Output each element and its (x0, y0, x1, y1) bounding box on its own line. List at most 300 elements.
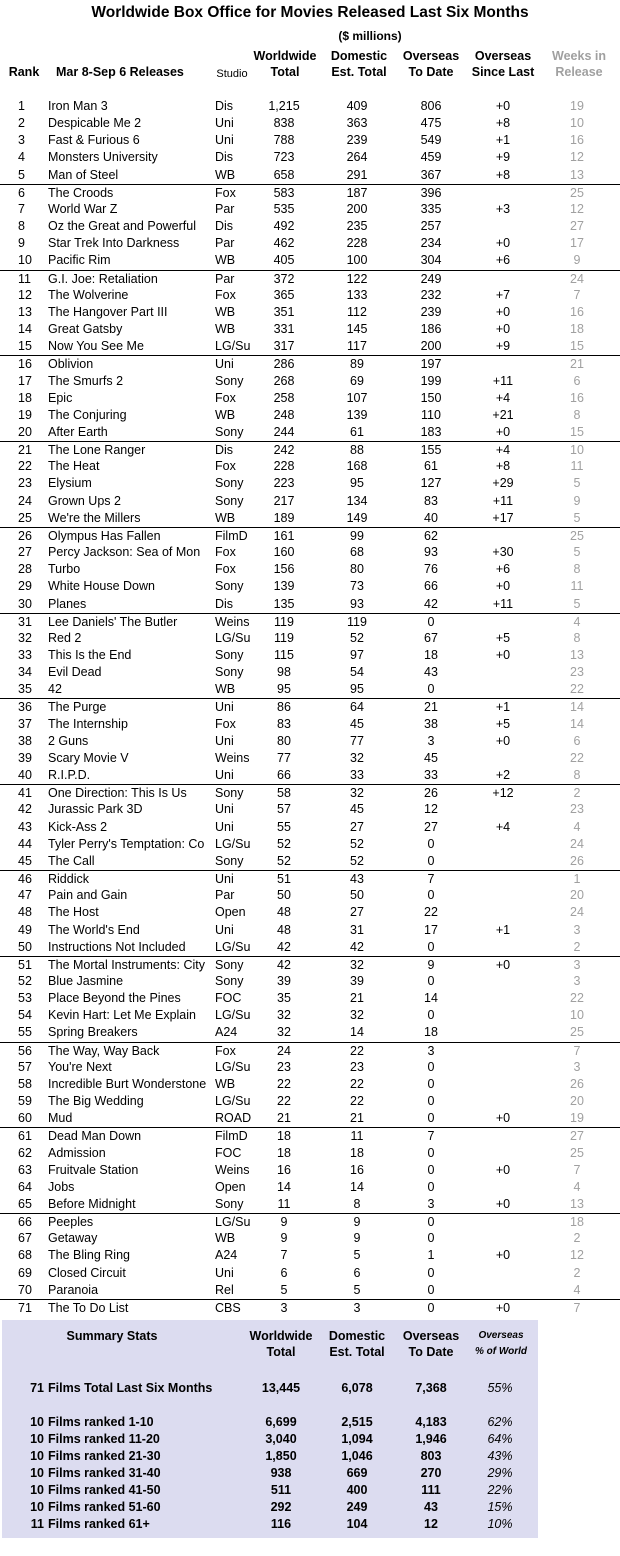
title-cell: The Hangover Part III (48, 304, 168, 319)
domestic-total-cell: 31 (350, 922, 364, 937)
rank-cell: 47 (18, 888, 32, 903)
studio-cell: FilmD (215, 528, 248, 543)
overseas-total-cell: 186 (420, 322, 442, 337)
overseas-total-cell: 38 (424, 716, 438, 731)
weeks-in-release-cell: 19 (570, 1111, 584, 1126)
domestic-total-cell: 50 (350, 888, 364, 903)
table-row (0, 475, 620, 492)
overseas-total-cell: 18 (424, 1025, 438, 1040)
studio-cell: WB (215, 407, 236, 422)
overseas-since-last-cell: +0 (495, 579, 511, 594)
rank-cell: 9 (18, 236, 25, 251)
worldwide-total-cell: 35 (277, 991, 291, 1006)
weeks-in-release-cell: 14 (570, 700, 584, 715)
rank-cell: 59 (18, 1094, 32, 1109)
worldwide-total-cell: 462 (273, 236, 295, 251)
overseas-since-last-cell: +0 (495, 648, 511, 662)
title-cell: The Purge (48, 700, 107, 715)
overseas-total-cell: 76 (424, 562, 438, 577)
studio-cell: WB (215, 167, 236, 182)
title-cell: The Smurfs 2 (48, 373, 124, 388)
overseas-since-last-cell: +0 (495, 424, 511, 439)
rank-cell: 42 (18, 802, 32, 817)
overseas-total-cell: 239 (420, 304, 442, 319)
studio-cell: Uni (215, 1265, 234, 1280)
overseas-total-cell: 61 (424, 459, 438, 474)
weeks-in-release-cell: 7 (573, 1300, 581, 1315)
table-row (0, 613, 620, 630)
summary-header-domestic-sub: Est. Total (329, 1345, 385, 1359)
studio-cell: Fox (215, 562, 236, 577)
title-cell: Getaway (48, 1231, 98, 1246)
domestic-total-cell: 52 (350, 836, 364, 851)
overseas-since-last-cell: +8 (495, 459, 511, 474)
weeks-in-release-cell: 2 (573, 786, 581, 801)
title-cell: Fast & Furious 6 (48, 133, 140, 148)
table-row (0, 561, 620, 578)
overseas-since-last-cell: +0 (495, 1162, 511, 1177)
rank-cell: 64 (18, 1179, 32, 1194)
domestic-total-cell: 291 (346, 167, 368, 182)
worldwide-total-cell: 22 (277, 1094, 291, 1109)
summary-header-overseas-sub: To Date (408, 1345, 454, 1359)
weeks-in-release-cell: 18 (570, 1215, 584, 1230)
worldwide-total-cell: 95 (277, 682, 291, 697)
overseas-since-last-cell: +11 (492, 596, 514, 611)
title-cell: Scary Movie V (48, 750, 129, 765)
rank-cell: 55 (18, 1025, 32, 1040)
table-row (0, 132, 620, 149)
worldwide-total-cell: 24 (277, 1043, 291, 1058)
overseas-since-last-cell: +5 (495, 716, 511, 731)
overseas-since-last-cell: +1 (495, 700, 511, 715)
summary-domestic-cell: 1,094 (341, 1432, 373, 1446)
overseas-since-last-cell: +8 (495, 167, 511, 182)
overseas-since-last-cell: +0 (495, 322, 511, 337)
overseas-total-cell: 150 (420, 390, 442, 405)
studio-cell: Dis (215, 150, 234, 165)
table-row (0, 1247, 620, 1264)
studio-cell: Uni (215, 116, 234, 131)
overseas-since-last-cell: +1 (495, 133, 511, 148)
header-releases: Mar 8-Sep 6 Releases (56, 65, 184, 79)
title-cell: The Call (48, 853, 95, 868)
worldwide-total-cell: 21 (277, 1111, 291, 1126)
rank-cell: 19 (18, 407, 32, 422)
weeks-in-release-cell: 19 (570, 99, 584, 113)
domestic-total-cell: 64 (350, 700, 364, 715)
summary-row (2, 1465, 538, 1481)
weeks-in-release-cell: 2 (573, 939, 581, 954)
title-cell: Instructions Not Included (48, 939, 186, 954)
worldwide-total-cell: 583 (273, 185, 295, 200)
rank-cell: 21 (18, 443, 32, 458)
weeks-in-release-cell: 20 (570, 1094, 584, 1109)
overseas-total-cell: 249 (420, 271, 442, 286)
table-row (0, 1145, 620, 1162)
overseas-total-cell: 43 (424, 665, 438, 680)
overseas-since-last-cell: +0 (495, 1111, 511, 1126)
worldwide-total-cell: 51 (277, 872, 291, 887)
summary-domestic-cell: 669 (346, 1466, 368, 1480)
table-row (0, 1265, 620, 1282)
studio-cell: Dis (215, 99, 234, 113)
weeks-in-release-cell: 12 (570, 1248, 584, 1263)
studio-cell: Dis (215, 443, 234, 458)
title-cell: Man of Steel (48, 167, 119, 182)
weeks-in-release-cell: 2 (573, 1265, 581, 1280)
rank-cell: 70 (18, 1282, 32, 1297)
rank-cell: 20 (18, 424, 32, 439)
overseas-since-last-cell: +30 (492, 545, 514, 560)
worldwide-total-cell: 189 (273, 510, 295, 525)
overseas-since-last-cell: +12 (492, 786, 514, 801)
title-cell: Pacific Rim (48, 253, 111, 268)
weeks-in-release-cell: 16 (570, 390, 584, 405)
worldwide-total-cell: 331 (273, 322, 295, 337)
worldwide-total-cell: 119 (274, 630, 294, 645)
title-cell: We're the Millers (48, 510, 141, 525)
rank-cell: 51 (18, 957, 32, 972)
table-row (0, 1299, 620, 1316)
title-cell: The Host (48, 905, 99, 920)
overseas-total-cell: 0 (427, 1059, 435, 1074)
domestic-total-cell: 6 (353, 1265, 361, 1280)
rank-cell: 11 (18, 271, 31, 286)
domestic-total-cell: 228 (346, 236, 368, 251)
table-row (0, 1127, 620, 1144)
summary-overseas-cell: 43 (424, 1500, 438, 1514)
overseas-total-cell: 806 (420, 99, 442, 113)
weeks-in-release-cell: 18 (570, 322, 584, 337)
overseas-total-cell: 257 (420, 219, 442, 234)
worldwide-total-cell: 5 (280, 1282, 288, 1297)
studio-cell: Uni (215, 802, 234, 817)
studio-cell: Dis (215, 596, 234, 611)
overseas-total-cell: 93 (424, 545, 438, 560)
weeks-in-release-cell: 11 (570, 459, 584, 474)
overseas-total-cell: 17 (424, 922, 438, 937)
studio-cell: Par (215, 201, 235, 216)
worldwide-total-cell: 14 (277, 1179, 291, 1194)
summary-header-worldwide: Worldwide (249, 1329, 313, 1343)
weeks-in-release-cell: 10 (570, 1008, 584, 1023)
overseas-total-cell: 396 (420, 185, 442, 200)
title-cell: The Mortal Instruments: City (48, 957, 205, 972)
table-row (0, 716, 620, 733)
worldwide-total-cell: 48 (277, 905, 291, 920)
title-cell: Oz the Great and Powerful (48, 219, 196, 234)
overseas-total-cell: 367 (420, 167, 442, 182)
worldwide-total-cell: 160 (273, 545, 295, 560)
worldwide-total-cell: 48 (277, 922, 291, 937)
overseas-since-last-cell: +9 (495, 150, 511, 165)
studio-cell: Fox (215, 716, 236, 731)
domestic-total-cell: 100 (346, 253, 368, 268)
studio-cell: FOC (215, 991, 242, 1006)
title-cell: Place Beyond the Pines (48, 991, 181, 1006)
studio-cell: Uni (215, 922, 234, 937)
title-cell: Blue Jasmine (48, 973, 124, 988)
summary-label-cell: Films Total Last Six Months (48, 1381, 213, 1395)
table-row (0, 458, 620, 475)
weeks-in-release-cell: 24 (570, 271, 584, 286)
summary-count-cell: 71 (30, 1381, 44, 1395)
rank-cell: 62 (18, 1145, 32, 1160)
overseas-since-last-cell: +0 (495, 1300, 511, 1315)
weeks-in-release-cell: 4 (573, 819, 581, 834)
title-cell: The Internship (48, 716, 128, 731)
title-cell: R.I.P.D. (48, 768, 91, 783)
overseas-since-last-cell: +4 (495, 390, 511, 405)
summary-count-cell: 10 (30, 1466, 44, 1480)
studio-cell: WB (215, 682, 236, 697)
overseas-total-cell: 0 (427, 1300, 435, 1315)
summary-overseas-cell: 12 (424, 1517, 438, 1531)
worldwide-total-cell: 80 (277, 733, 291, 748)
header-weeks-sub: Release (555, 65, 603, 79)
worldwide-total-cell: 248 (273, 407, 295, 422)
domestic-total-cell: 32 (350, 786, 364, 801)
rank-cell: 61 (18, 1129, 32, 1144)
title-cell: Riddick (48, 872, 89, 887)
weeks-in-release-cell: 5 (573, 476, 581, 491)
studio-cell: Par (215, 888, 235, 903)
worldwide-total-cell: 115 (274, 648, 294, 662)
weeks-in-release-cell: 6 (573, 733, 581, 748)
title-cell: White House Down (48, 579, 155, 594)
overseas-total-cell: 335 (420, 201, 442, 216)
table-row (0, 1196, 620, 1213)
table-row (0, 373, 620, 390)
studio-cell: ROAD (215, 1111, 251, 1126)
table-row (0, 733, 620, 750)
studio-cell: Uni (215, 819, 234, 834)
domestic-total-cell: 95 (350, 476, 364, 491)
summary-domestic-cell: 1,046 (341, 1449, 373, 1463)
header-rank: Rank (8, 65, 40, 79)
overseas-total-cell: 9 (427, 957, 435, 972)
domestic-total-cell: 45 (350, 802, 364, 817)
weeks-in-release-cell: 3 (573, 922, 581, 937)
studio-cell: LG/Su (215, 630, 251, 645)
table-row (0, 407, 620, 424)
worldwide-total-cell: 535 (273, 201, 295, 216)
studio-cell: Fox (215, 1043, 236, 1058)
title-cell: The Lone Ranger (48, 443, 146, 458)
title-cell: Kevin Hart: Let Me Explain (48, 1008, 196, 1023)
overseas-total-cell: 234 (420, 236, 442, 251)
title-cell: Incredible Burt Wonderstone (48, 1076, 207, 1091)
rank-cell: 44 (18, 836, 32, 851)
worldwide-total-cell: 119 (274, 614, 294, 629)
studio-cell: Sony (215, 424, 244, 439)
rank-cell: 31 (18, 614, 32, 629)
title-cell: Planes (48, 596, 87, 611)
overseas-since-last-cell: +0 (495, 1197, 511, 1211)
domestic-total-cell: 9 (353, 1231, 361, 1246)
overseas-total-cell: 26 (424, 786, 438, 801)
weeks-in-release-cell: 25 (570, 1145, 584, 1160)
studio-cell: Fox (215, 390, 236, 405)
title-cell: The To Do List (48, 1300, 129, 1315)
table-row (0, 922, 620, 939)
title-cell: Lee Daniels' The Butler (48, 614, 178, 629)
weeks-in-release-cell: 2 (573, 1231, 581, 1246)
worldwide-total-cell: 22 (277, 1076, 291, 1091)
title-cell: The World's End (48, 922, 140, 937)
worldwide-total-cell: 18 (277, 1129, 291, 1144)
summary-worldwide-cell: 3,040 (265, 1432, 297, 1446)
summary-domestic-cell: 104 (346, 1517, 368, 1531)
summary-domestic-cell: 400 (346, 1483, 368, 1497)
studio-cell: Uni (215, 768, 234, 783)
title-cell: The Conjuring (48, 407, 127, 422)
worldwide-total-cell: 317 (273, 339, 295, 354)
summary-overseas-cell: 4,183 (415, 1415, 447, 1429)
title-cell: Tyler Perry's Temptation: Co (48, 836, 205, 851)
table-row (0, 544, 620, 561)
summary-count-cell: 10 (30, 1483, 44, 1497)
studio-cell: LG/Su (215, 939, 251, 954)
summary-row (2, 1431, 538, 1447)
domestic-total-cell: 22 (350, 1076, 364, 1091)
studio-cell: Sony (215, 1197, 244, 1211)
studio-cell: Fox (215, 545, 236, 560)
overseas-total-cell: 304 (420, 253, 442, 268)
weeks-in-release-cell: 16 (570, 304, 584, 319)
studio-cell: Fox (215, 287, 236, 302)
title-cell: The Bling Ring (48, 1248, 130, 1263)
overseas-since-last-cell: +11 (492, 493, 514, 508)
table-row (0, 441, 620, 458)
title-cell: Jobs (48, 1179, 75, 1194)
table-row (0, 98, 620, 115)
overseas-total-cell: 66 (424, 579, 438, 594)
rank-cell: 29 (18, 579, 32, 594)
title-cell: Grown Ups 2 (48, 493, 121, 508)
weeks-in-release-cell: 14 (570, 716, 584, 731)
worldwide-total-cell: 788 (273, 133, 295, 148)
table-row (0, 973, 620, 990)
table-row (0, 149, 620, 166)
studio-cell: FOC (215, 1145, 242, 1160)
studio-cell: Uni (215, 133, 234, 148)
table-row (0, 1213, 620, 1230)
worldwide-total-cell: 6 (280, 1265, 288, 1280)
table-row (0, 870, 620, 887)
table-row (0, 990, 620, 1007)
title-cell: Peeples (48, 1215, 94, 1230)
domestic-total-cell: 112 (347, 304, 367, 319)
overseas-since-last-cell: +2 (495, 768, 511, 783)
domestic-total-cell: 80 (350, 562, 364, 577)
title-cell: Kick-Ass 2 (48, 819, 108, 834)
overseas-since-last-cell: +21 (492, 407, 514, 422)
table-row (0, 1282, 620, 1299)
title-cell: Paranoia (48, 1282, 99, 1297)
title-cell: Epic (48, 390, 73, 405)
studio-cell: Sony (215, 373, 244, 388)
studio-cell: Sony (215, 786, 244, 801)
domestic-total-cell: 107 (346, 390, 368, 405)
weeks-in-release-cell: 27 (570, 1129, 584, 1144)
overseas-total-cell: 0 (427, 1179, 435, 1194)
overseas-total-cell: 0 (427, 973, 435, 988)
weeks-in-release-cell: 4 (573, 1179, 581, 1194)
weeks-in-release-cell: 12 (570, 201, 584, 216)
domestic-total-cell: 68 (350, 545, 364, 560)
title-cell: Monsters University (48, 150, 158, 165)
studio-cell: Open (215, 905, 246, 920)
summary-worldwide-cell: 938 (270, 1466, 292, 1480)
worldwide-total-cell: 372 (273, 271, 295, 286)
domestic-total-cell: 14 (350, 1179, 364, 1194)
worldwide-total-cell: 405 (273, 253, 295, 268)
weeks-in-release-cell: 10 (570, 116, 584, 131)
title-cell: Admission (48, 1145, 106, 1160)
rank-cell: 58 (18, 1076, 32, 1091)
title-cell: Despicable Me 2 (48, 116, 142, 131)
domestic-total-cell: 187 (346, 185, 368, 200)
overseas-total-cell: 42 (424, 596, 438, 611)
summary-header-pct-sub: % of World (474, 1346, 528, 1357)
domestic-total-cell: 22 (350, 1094, 364, 1109)
table-row (0, 390, 620, 407)
rank-cell: 63 (18, 1162, 32, 1177)
overseas-since-last-cell: +0 (495, 99, 511, 113)
rank-cell: 30 (18, 596, 32, 611)
weeks-in-release-cell: 15 (570, 339, 584, 354)
worldwide-total-cell: 139 (273, 579, 295, 594)
weeks-in-release-cell: 6 (573, 373, 581, 388)
title-cell: Closed Circuit (48, 1265, 126, 1280)
overseas-since-last-cell: +0 (495, 1248, 511, 1263)
worldwide-total-cell: 42 (277, 957, 291, 972)
weeks-in-release-cell: 3 (573, 957, 581, 972)
title-cell: Fruitvale Station (48, 1162, 139, 1177)
summary-overseas-cell: 7,368 (415, 1381, 447, 1395)
weeks-in-release-cell: 12 (570, 150, 584, 165)
domestic-total-cell: 95 (350, 682, 364, 697)
rank-cell: 12 (18, 287, 32, 302)
rank-cell: 46 (18, 872, 32, 887)
header-studio: Studio (216, 68, 248, 80)
rank-cell: 14 (18, 322, 32, 337)
table-row (0, 664, 620, 681)
rank-cell: 60 (18, 1111, 32, 1126)
domestic-total-cell: 5 (353, 1248, 361, 1263)
studio-cell: LG/Su (215, 836, 251, 851)
domestic-total-cell: 97 (350, 648, 364, 662)
overseas-total-cell: 197 (420, 357, 442, 372)
worldwide-total-cell: 723 (273, 150, 295, 165)
overseas-since-last-cell: +1 (495, 922, 511, 937)
rank-cell: 13 (18, 304, 32, 319)
rank-cell: 67 (18, 1231, 32, 1246)
header-since-last: Overseas (474, 49, 532, 63)
title-cell: Spring Breakers (48, 1025, 138, 1040)
domestic-total-cell: 99 (350, 528, 364, 543)
worldwide-total-cell: 39 (277, 973, 291, 988)
studio-cell: WB (215, 1231, 236, 1246)
title-cell: Elysium (48, 476, 92, 491)
title-cell: Jurassic Park 3D (48, 802, 143, 817)
table-row (0, 887, 620, 904)
overseas-total-cell: 0 (427, 1008, 435, 1023)
weeks-in-release-cell: 4 (573, 614, 581, 629)
studio-cell: Open (215, 1179, 246, 1194)
